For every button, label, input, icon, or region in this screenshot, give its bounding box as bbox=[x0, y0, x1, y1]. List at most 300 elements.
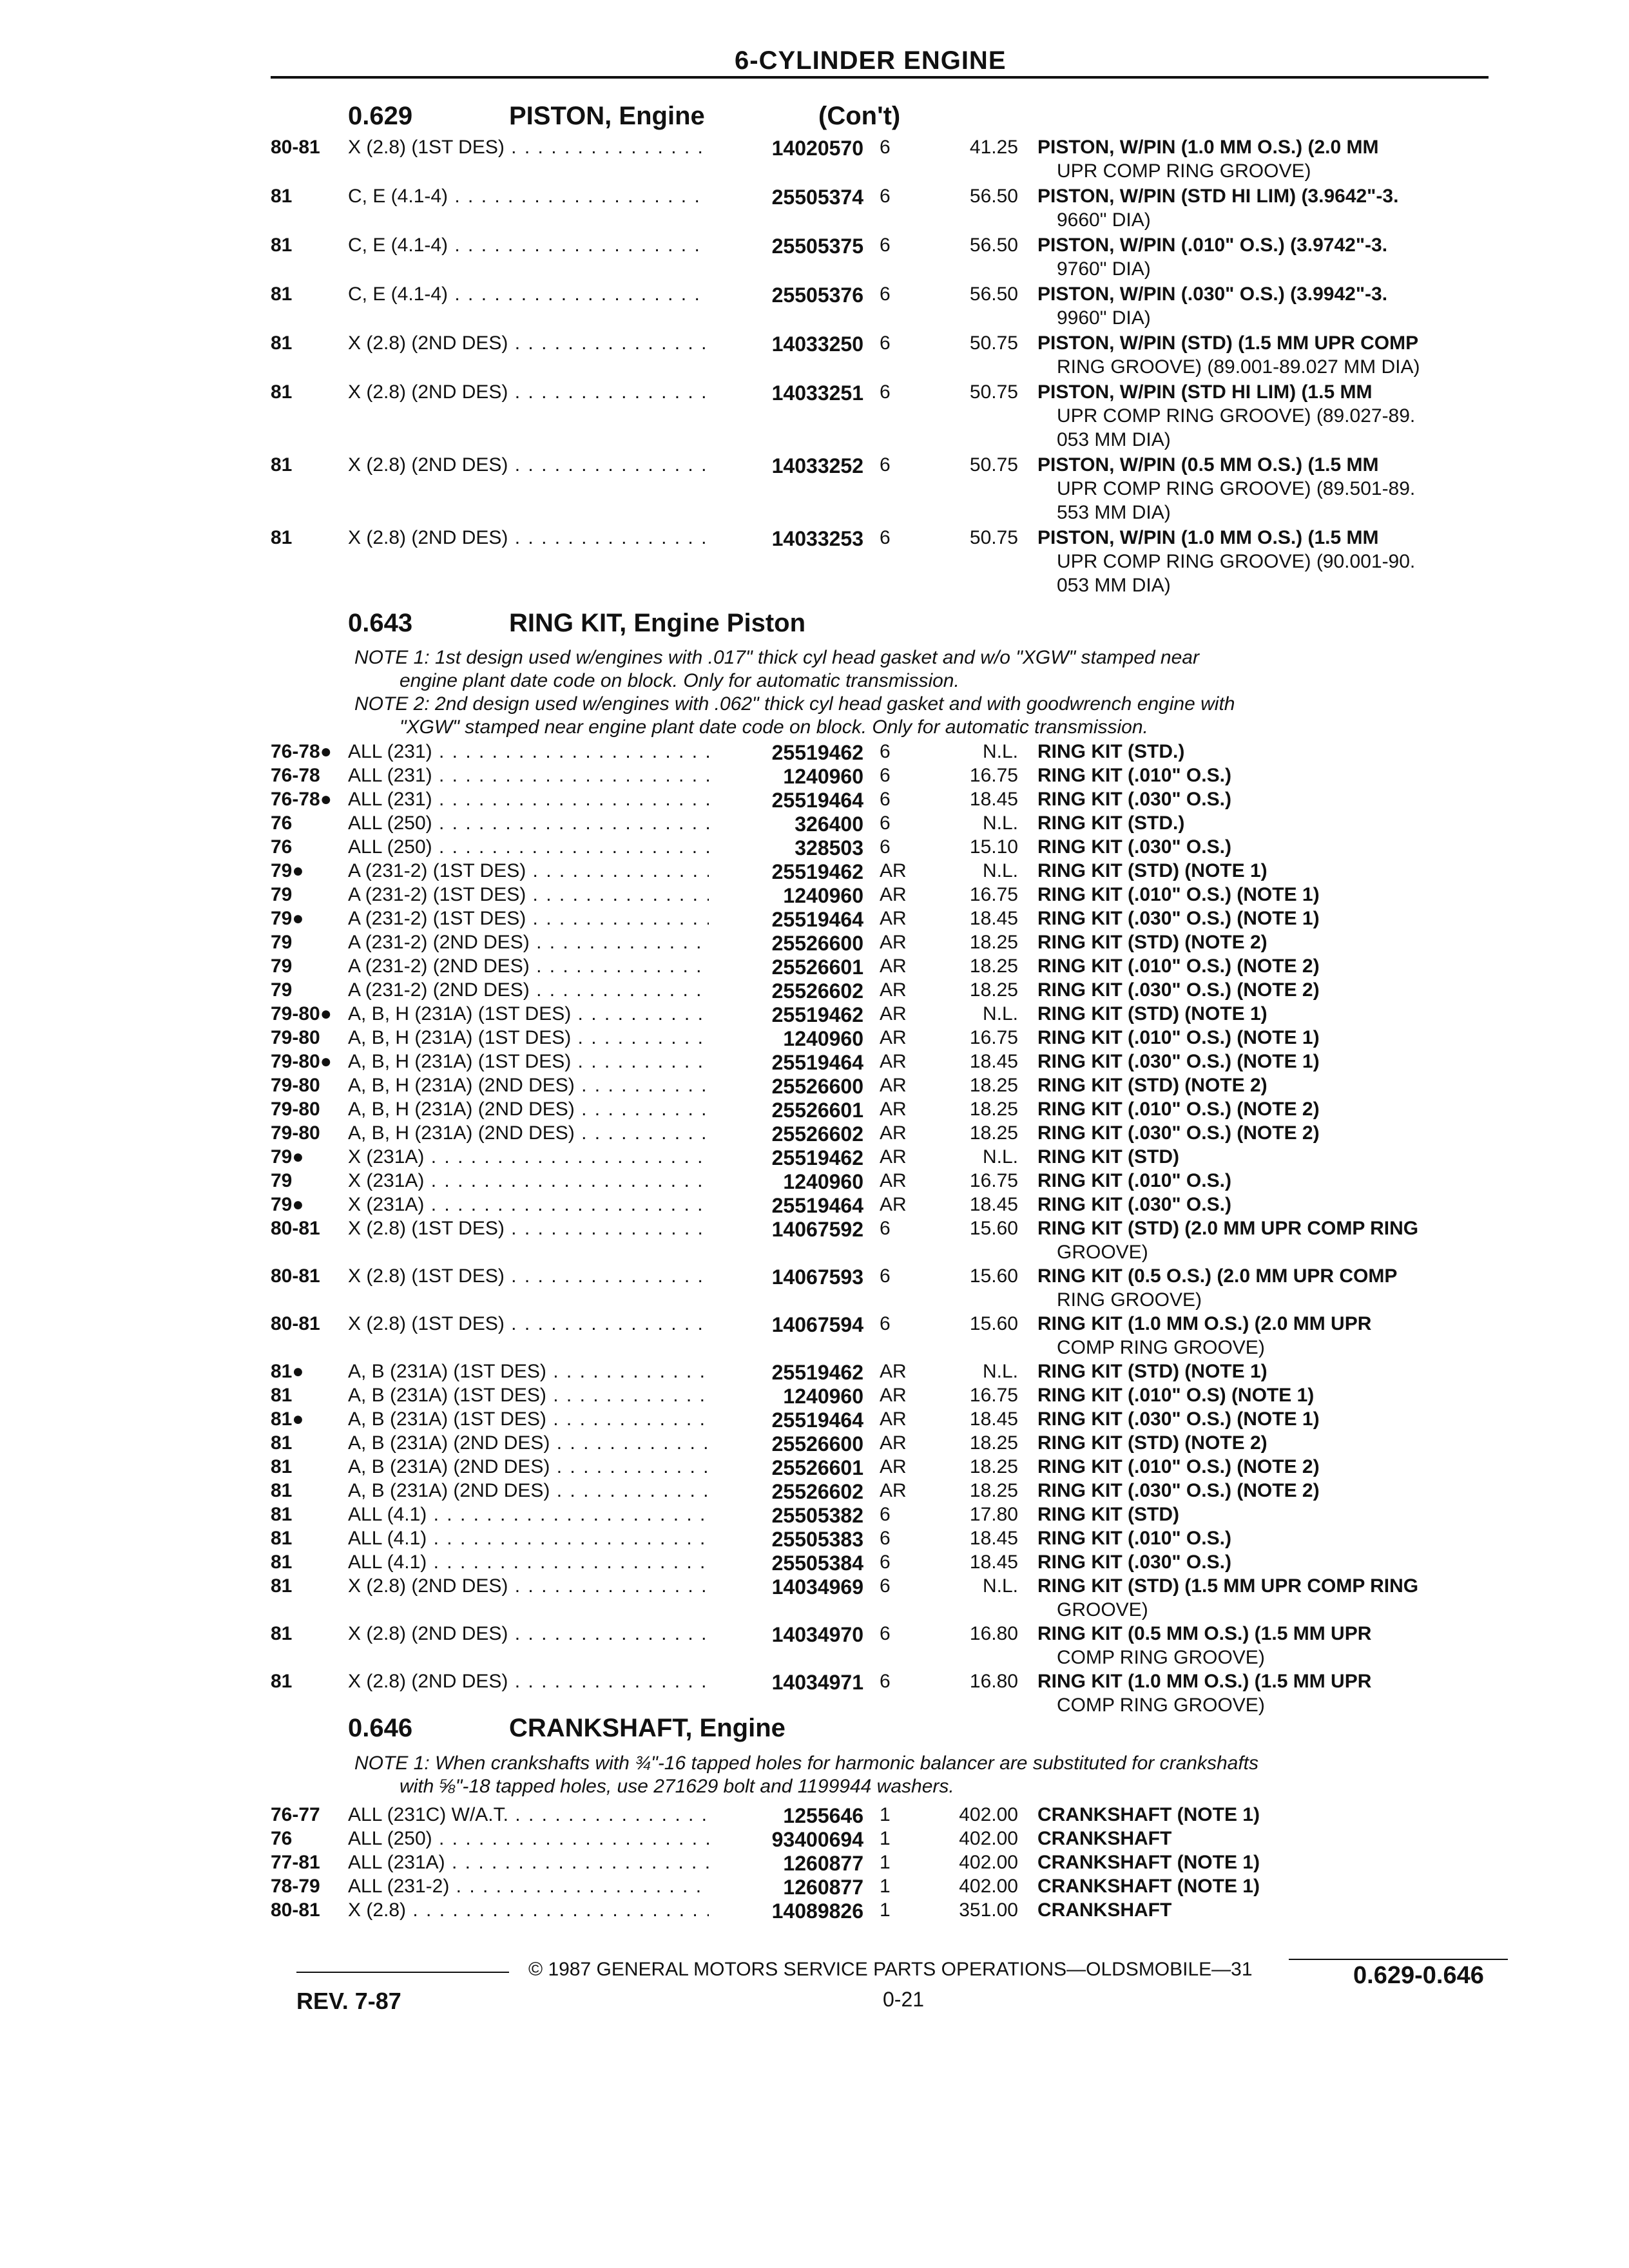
model-cell: X (2.8) (2ND DES) . . . bbox=[348, 454, 709, 476]
table-row bbox=[271, 527, 1495, 596]
year-cell: 80-81 bbox=[271, 1313, 320, 1334]
part-number-cell: 25505374 bbox=[771, 186, 863, 209]
description-cell: RING KIT (.030" O.S.) bbox=[1037, 789, 1231, 810]
table-row bbox=[271, 1528, 1495, 1551]
section-continued: (Con't) bbox=[818, 102, 901, 130]
part-number-cell: 25526601 bbox=[771, 1099, 863, 1122]
year-cell: 80-81 bbox=[271, 1899, 320, 1921]
year-cell: 79● bbox=[271, 860, 304, 881]
year-cell: 80-81 bbox=[271, 137, 320, 158]
table-row bbox=[271, 1852, 1495, 1875]
footer-copyright: © 1987 GENERAL MOTORS SERVICE PARTS OPERATIONS—OLDSMOBILE—31 bbox=[528, 1959, 1253, 1980]
year-cell: 81 bbox=[271, 454, 293, 476]
table-row bbox=[271, 1804, 1495, 1827]
page-title: 6-CYLINDER ENGINE bbox=[735, 46, 1007, 75]
table-row bbox=[271, 1552, 1495, 1575]
section-note: NOTE 1: When crankshafts with ¾"-16 tapped holes for harmonic balancer are substituted for crankshafts bbox=[354, 1753, 1258, 1774]
model-cell: A (231-2) (1ST DES) . . . bbox=[348, 860, 709, 882]
part-number-cell: 25526602 bbox=[771, 979, 863, 1003]
description-cell: RING KIT (.010" O.S.) bbox=[1037, 765, 1231, 786]
part-number-cell: 1240960 bbox=[783, 1027, 863, 1050]
quantity-cell: 6 bbox=[880, 137, 891, 158]
quantity-cell: 1 bbox=[880, 1804, 891, 1825]
description-continuation: RING GROOVE) (89.001-89.027 MM DIA) bbox=[1057, 356, 1420, 378]
table-row bbox=[271, 137, 1495, 182]
price-cell: 15.10 bbox=[969, 836, 1018, 858]
description-continuation: COMP RING GROOVE) bbox=[1057, 1647, 1265, 1668]
year-cell: 79-80 bbox=[271, 1122, 320, 1144]
description-cell: PISTON, W/PIN (.010" O.S.) (3.9742"-3. bbox=[1037, 235, 1388, 256]
price-cell: 18.45 bbox=[969, 1051, 1018, 1072]
quantity-cell: AR bbox=[880, 1408, 907, 1430]
section-heading bbox=[348, 609, 1121, 641]
price-cell: 16.80 bbox=[969, 1623, 1018, 1644]
quantity-cell: 6 bbox=[880, 235, 891, 256]
quantity-cell: AR bbox=[880, 1003, 907, 1024]
description-cell: PISTON, W/PIN (1.0 MM O.S.) (1.5 MM bbox=[1037, 527, 1379, 548]
table-row bbox=[271, 1361, 1495, 1384]
model-cell: ALL (231) . . . bbox=[348, 789, 709, 811]
price-cell: 402.00 bbox=[959, 1852, 1018, 1873]
model-cell: X (2.8) (2ND DES) . . . bbox=[348, 527, 709, 549]
quantity-cell: AR bbox=[880, 1432, 907, 1454]
part-number-cell: 25519462 bbox=[771, 860, 863, 883]
year-cell: 81 bbox=[271, 1456, 293, 1477]
year-cell: 81 bbox=[271, 1385, 293, 1406]
year-cell: 81 bbox=[271, 1623, 293, 1644]
table-row bbox=[271, 1099, 1495, 1122]
table-row bbox=[271, 956, 1495, 979]
part-number-cell: 25505382 bbox=[771, 1504, 863, 1527]
year-cell: 79 bbox=[271, 956, 293, 977]
description-continuation: UPR COMP RING GROOVE) (89.501-89. bbox=[1057, 478, 1416, 499]
table-row bbox=[271, 186, 1495, 231]
year-cell: 81 bbox=[271, 284, 293, 305]
year-cell: 79● bbox=[271, 1146, 304, 1168]
quantity-cell: 6 bbox=[880, 381, 891, 403]
description-cell: RING KIT (STD) (NOTE 1) bbox=[1037, 1003, 1268, 1024]
part-number-cell: 25505375 bbox=[771, 235, 863, 258]
quantity-cell: AR bbox=[880, 1194, 907, 1215]
model-cell: C, E (4.1-4) . . . bbox=[348, 284, 709, 305]
price-cell: N.L. bbox=[982, 1575, 1018, 1597]
year-cell: 79-80 bbox=[271, 1027, 320, 1048]
price-cell: 50.75 bbox=[969, 381, 1018, 403]
year-cell: 81● bbox=[271, 1408, 304, 1430]
description-cell: CRANKSHAFT bbox=[1037, 1828, 1172, 1849]
model-cell: C, E (4.1-4) . . . bbox=[348, 235, 709, 256]
model-cell: A, B (231A) (2ND DES) . . . bbox=[348, 1480, 709, 1502]
model-cell: X (231A) . . . bbox=[348, 1194, 709, 1216]
footer-rule-left bbox=[296, 1972, 509, 1973]
part-number-cell: 25505383 bbox=[771, 1528, 863, 1551]
price-cell: 16.75 bbox=[969, 1170, 1018, 1191]
description-cell: PISTON, W/PIN (STD HI LIM) (1.5 MM bbox=[1037, 381, 1373, 403]
table-row bbox=[271, 1876, 1495, 1899]
model-cell: X (2.8) (1ST DES) . . . bbox=[348, 1313, 709, 1335]
quantity-cell: AR bbox=[880, 1385, 907, 1406]
table-row bbox=[271, 812, 1495, 836]
quantity-cell: AR bbox=[880, 1051, 907, 1072]
description-cell: RING KIT (STD) (NOTE 2) bbox=[1037, 1075, 1268, 1096]
section-title: CRANKSHAFT, Engine bbox=[509, 1714, 786, 1742]
model-cell: ALL (231A) . . . bbox=[348, 1852, 709, 1874]
part-number-cell: 14034970 bbox=[771, 1623, 863, 1646]
part-number-cell: 14067592 bbox=[771, 1218, 863, 1241]
description-cell: RING KIT (STD) (NOTE 1) bbox=[1037, 860, 1268, 881]
table-row bbox=[271, 1671, 1495, 1716]
year-cell: 81 bbox=[271, 381, 293, 403]
description-continuation: 553 MM DIA) bbox=[1057, 502, 1171, 523]
part-number-cell: 25519464 bbox=[771, 908, 863, 931]
year-cell: 81 bbox=[271, 1432, 293, 1454]
part-number-cell: 25526600 bbox=[771, 1432, 863, 1456]
quantity-cell: 6 bbox=[880, 1575, 891, 1597]
description-cell: RING KIT (.030" O.S.) (NOTE 2) bbox=[1037, 1122, 1320, 1144]
quantity-cell: 1 bbox=[880, 1876, 891, 1897]
price-cell: 18.25 bbox=[969, 1075, 1018, 1096]
table-row bbox=[271, 1313, 1495, 1358]
part-number-cell: 14089826 bbox=[771, 1899, 863, 1923]
quantity-cell: AR bbox=[880, 1361, 907, 1382]
table-row bbox=[271, 1899, 1495, 1923]
part-number-cell: 25519464 bbox=[771, 1408, 863, 1432]
price-cell: 18.45 bbox=[969, 789, 1018, 810]
table-row bbox=[271, 1218, 1495, 1263]
part-number-cell: 1240960 bbox=[783, 884, 863, 907]
quantity-cell: AR bbox=[880, 1456, 907, 1477]
section-number: 0.643 bbox=[348, 609, 413, 637]
part-number-cell: 326400 bbox=[795, 812, 863, 836]
price-cell: 18.45 bbox=[969, 1552, 1018, 1573]
table-row bbox=[271, 836, 1495, 860]
table-row bbox=[271, 284, 1495, 329]
model-cell: ALL (250) . . . bbox=[348, 812, 709, 834]
part-number-cell: 1240960 bbox=[783, 765, 863, 788]
description-cell: RING KIT (STD) (2.0 MM UPR COMP RING bbox=[1037, 1218, 1419, 1239]
year-cell: 76-78 bbox=[271, 765, 320, 786]
year-cell: 77-81 bbox=[271, 1852, 320, 1873]
quantity-cell: 6 bbox=[880, 765, 891, 786]
description-cell: RING KIT (.010" O.S) (NOTE 1) bbox=[1037, 1385, 1315, 1406]
part-number-cell: 25526601 bbox=[771, 1456, 863, 1479]
description-continuation: 053 MM DIA) bbox=[1057, 575, 1171, 596]
year-cell: 79 bbox=[271, 979, 293, 1001]
page-number: 0-21 bbox=[883, 1988, 925, 2011]
year-cell: 80-81 bbox=[271, 1265, 320, 1287]
description-cell: RING KIT (.030" O.S.) bbox=[1037, 1194, 1231, 1215]
price-cell: 402.00 bbox=[959, 1876, 1018, 1897]
description-cell: RING KIT (.030" O.S.) bbox=[1037, 1552, 1231, 1573]
table-row bbox=[271, 1003, 1495, 1026]
part-number-cell: 25519464 bbox=[771, 1194, 863, 1217]
section-heading bbox=[348, 102, 1121, 134]
part-number-cell: 1255646 bbox=[783, 1804, 863, 1827]
header-rule bbox=[271, 76, 1489, 79]
year-cell: 79-80 bbox=[271, 1099, 320, 1120]
price-cell: N.L. bbox=[982, 741, 1018, 762]
table-row bbox=[271, 1027, 1495, 1050]
price-cell: 56.50 bbox=[969, 284, 1018, 305]
table-row bbox=[271, 979, 1495, 1003]
quantity-cell: 6 bbox=[880, 284, 891, 305]
table-row bbox=[271, 860, 1495, 883]
part-number-cell: 25526602 bbox=[771, 1480, 863, 1503]
table-row bbox=[271, 741, 1495, 764]
description-cell: PISTON, W/PIN (STD HI LIM) (3.9642"-3. bbox=[1037, 186, 1399, 207]
description-cell: RING KIT (STD) (1.5 MM UPR COMP RING bbox=[1037, 1575, 1419, 1597]
description-continuation: COMP RING GROOVE) bbox=[1057, 1695, 1265, 1716]
year-cell: 76 bbox=[271, 836, 293, 858]
quantity-cell: 6 bbox=[880, 1265, 891, 1287]
part-number-cell: 14033251 bbox=[771, 381, 863, 405]
section-range: 0.629-0.646 bbox=[1353, 1962, 1484, 1989]
quantity-cell: 6 bbox=[880, 1504, 891, 1525]
price-cell: 402.00 bbox=[959, 1828, 1018, 1849]
section-number: 0.646 bbox=[348, 1714, 413, 1742]
description-cell: RING KIT (.010" O.S.) (NOTE 2) bbox=[1037, 1456, 1320, 1477]
description-cell: RING KIT (STD) (NOTE 1) bbox=[1037, 1361, 1268, 1382]
year-cell: 76 bbox=[271, 812, 293, 834]
price-cell: 16.75 bbox=[969, 1385, 1018, 1406]
quantity-cell: 6 bbox=[880, 1313, 891, 1334]
model-cell: A, B (231A) (2ND DES) . . . bbox=[348, 1456, 709, 1478]
model-cell: ALL (231) . . . bbox=[348, 741, 709, 763]
description-continuation: 9660" DIA) bbox=[1057, 209, 1151, 231]
price-cell: 18.45 bbox=[969, 1528, 1018, 1549]
revision-label: REV. 7-87 bbox=[296, 1988, 401, 2014]
part-number-cell: 25526600 bbox=[771, 1075, 863, 1098]
quantity-cell: 6 bbox=[880, 1671, 891, 1692]
year-cell: 81 bbox=[271, 1480, 293, 1501]
part-number-cell: 25526602 bbox=[771, 1122, 863, 1146]
part-number-cell: 328503 bbox=[795, 836, 863, 860]
year-cell: 79● bbox=[271, 1194, 304, 1215]
table-row bbox=[271, 1051, 1495, 1074]
model-cell: A, B, H (231A) (2ND DES) . . . bbox=[348, 1075, 709, 1097]
year-cell: 80-81 bbox=[271, 1218, 320, 1239]
model-cell: X (231A) . . . bbox=[348, 1146, 709, 1168]
table-row bbox=[271, 1480, 1495, 1503]
model-cell: ALL (231C) W/A.T. . . . bbox=[348, 1804, 709, 1826]
quantity-cell: 6 bbox=[880, 1623, 891, 1644]
description-continuation: 053 MM DIA) bbox=[1057, 429, 1171, 450]
price-cell: 351.00 bbox=[959, 1899, 1018, 1921]
part-number-cell: 14034971 bbox=[771, 1671, 863, 1694]
quantity-cell: 1 bbox=[880, 1899, 891, 1921]
section-title: RING KIT, Engine Piston bbox=[509, 609, 806, 637]
description-cell: CRANKSHAFT bbox=[1037, 1899, 1172, 1921]
quantity-cell: 1 bbox=[880, 1852, 891, 1873]
quantity-cell: AR bbox=[880, 932, 907, 953]
section-note: "XGW" stamped near engine plant date code on block. Only for automatic transmission. bbox=[400, 716, 1148, 738]
description-cell: RING KIT (.030" O.S.) (NOTE 1) bbox=[1037, 1051, 1320, 1072]
model-cell: ALL (4.1) . . . bbox=[348, 1528, 709, 1550]
price-cell: 18.25 bbox=[969, 932, 1018, 953]
year-cell: 81 bbox=[271, 1552, 293, 1573]
table-row bbox=[271, 789, 1495, 812]
year-cell: 79 bbox=[271, 1170, 293, 1191]
part-number-cell: 14067593 bbox=[771, 1265, 863, 1289]
table-row bbox=[271, 1504, 1495, 1527]
part-number-cell: 1240960 bbox=[783, 1170, 863, 1193]
price-cell: 18.25 bbox=[969, 979, 1018, 1001]
table-row bbox=[271, 1385, 1495, 1408]
price-cell: 50.75 bbox=[969, 454, 1018, 476]
quantity-cell: AR bbox=[880, 1122, 907, 1144]
description-cell: RING KIT (.010" O.S.) (NOTE 1) bbox=[1037, 884, 1320, 905]
year-cell: 81 bbox=[271, 1528, 293, 1549]
model-cell: ALL (250) . . . bbox=[348, 836, 709, 858]
model-cell: A (231-2) (2ND DES) . . . bbox=[348, 956, 709, 977]
price-cell: N.L. bbox=[982, 1361, 1018, 1382]
description-continuation: RING GROOVE) bbox=[1057, 1289, 1202, 1311]
price-cell: N.L. bbox=[982, 1003, 1018, 1024]
quantity-cell: 6 bbox=[880, 454, 891, 476]
year-cell: 81 bbox=[271, 527, 293, 548]
quantity-cell: 6 bbox=[880, 1218, 891, 1239]
description-continuation: 9960" DIA) bbox=[1057, 307, 1151, 329]
description-cell: RING KIT (.030" O.S.) (NOTE 1) bbox=[1037, 908, 1320, 929]
model-cell: A, B (231A) (2ND DES) . . . bbox=[348, 1432, 709, 1454]
description-cell: PISTON, W/PIN (0.5 MM O.S.) (1.5 MM bbox=[1037, 454, 1379, 476]
year-cell: 81 bbox=[271, 235, 293, 256]
table-row bbox=[271, 1432, 1495, 1456]
description-cell: CRANKSHAFT (NOTE 1) bbox=[1037, 1804, 1260, 1825]
quantity-cell: 6 bbox=[880, 812, 891, 834]
quantity-cell: AR bbox=[880, 884, 907, 905]
price-cell: 16.75 bbox=[969, 884, 1018, 905]
model-cell: C, E (4.1-4) . . . bbox=[348, 186, 709, 207]
model-cell: ALL (231) . . . bbox=[348, 765, 709, 787]
price-cell: 16.75 bbox=[969, 1027, 1018, 1048]
description-cell: CRANKSHAFT (NOTE 1) bbox=[1037, 1876, 1260, 1897]
quantity-cell: AR bbox=[880, 1146, 907, 1168]
part-number-cell: 25519464 bbox=[771, 1051, 863, 1074]
year-cell: 79 bbox=[271, 932, 293, 953]
year-cell: 79-80 bbox=[271, 1075, 320, 1096]
quantity-cell: 6 bbox=[880, 186, 891, 207]
description-cell: RING KIT (0.5 MM O.S.) (1.5 MM UPR bbox=[1037, 1623, 1372, 1644]
quantity-cell: AR bbox=[880, 1099, 907, 1120]
price-cell: 16.80 bbox=[969, 1671, 1018, 1692]
quantity-cell: 1 bbox=[880, 1828, 891, 1849]
price-cell: 41.25 bbox=[969, 137, 1018, 158]
part-number-cell: 93400694 bbox=[771, 1828, 863, 1851]
part-number-cell: 1260877 bbox=[783, 1876, 863, 1899]
description-cell: RING KIT (.030" O.S.) bbox=[1037, 836, 1231, 858]
description-cell: RING KIT (1.0 MM O.S.) (1.5 MM UPR bbox=[1037, 1671, 1372, 1692]
model-cell: ALL (4.1) . . . bbox=[348, 1552, 709, 1573]
model-cell: A, B, H (231A) (1ST DES) . . . bbox=[348, 1003, 709, 1025]
part-number-cell: 1260877 bbox=[783, 1852, 863, 1875]
model-cell: A, B, H (231A) (1ST DES) . . . bbox=[348, 1051, 709, 1073]
section-note: with ⅝"-18 tapped holes, use 271629 bolt and 1199944 washers. bbox=[400, 1776, 954, 1797]
table-row bbox=[271, 235, 1495, 280]
section-note: NOTE 1: 1st design used w/engines with .017" thick cyl head gasket and w/o "XGW" stamped near bbox=[354, 647, 1199, 668]
table-row bbox=[271, 1623, 1495, 1668]
description-cell: PISTON, W/PIN (1.0 MM O.S.) (2.0 MM bbox=[1037, 137, 1379, 158]
price-cell: N.L. bbox=[982, 812, 1018, 834]
price-cell: 18.25 bbox=[969, 1480, 1018, 1501]
description-cell: PISTON, W/PIN (.030" O.S.) (3.9942"-3. bbox=[1037, 284, 1388, 305]
quantity-cell: 6 bbox=[880, 527, 891, 548]
table-row bbox=[271, 1408, 1495, 1432]
quantity-cell: AR bbox=[880, 1027, 907, 1048]
table-row bbox=[271, 1146, 1495, 1169]
description-cell: RING KIT (STD.) bbox=[1037, 741, 1185, 762]
quantity-cell: AR bbox=[880, 956, 907, 977]
description-cell: CRANKSHAFT (NOTE 1) bbox=[1037, 1852, 1260, 1873]
description-cell: RING KIT (STD) bbox=[1037, 1146, 1179, 1168]
description-cell: RING KIT (.010" O.S.) (NOTE 2) bbox=[1037, 956, 1320, 977]
price-cell: 15.60 bbox=[969, 1265, 1018, 1287]
quantity-cell: AR bbox=[880, 860, 907, 881]
description-continuation: UPR COMP RING GROOVE) bbox=[1057, 160, 1311, 182]
price-cell: 402.00 bbox=[959, 1804, 1018, 1825]
model-cell: A, B (231A) (1ST DES) . . . bbox=[348, 1361, 709, 1383]
part-number-cell: 25519462 bbox=[771, 1146, 863, 1169]
part-number-cell: 14033253 bbox=[771, 527, 863, 550]
model-cell: A (231-2) (1ST DES) . . . bbox=[348, 884, 709, 906]
model-cell: A, B (231A) (1ST DES) . . . bbox=[348, 1385, 709, 1407]
price-cell: 18.45 bbox=[969, 1408, 1018, 1430]
price-cell: 56.50 bbox=[969, 186, 1018, 207]
year-cell: 81● bbox=[271, 1361, 304, 1382]
table-row bbox=[271, 932, 1495, 955]
price-cell: 18.25 bbox=[969, 1099, 1018, 1120]
table-row bbox=[271, 908, 1495, 931]
price-cell: 56.50 bbox=[969, 235, 1018, 256]
description-cell: RING KIT (.010" O.S.) (NOTE 1) bbox=[1037, 1027, 1320, 1048]
model-cell: A, B, H (231A) (2ND DES) . . . bbox=[348, 1099, 709, 1120]
table-row bbox=[271, 1122, 1495, 1146]
description-cell: RING KIT (STD.) bbox=[1037, 812, 1185, 834]
year-cell: 81 bbox=[271, 332, 293, 354]
part-number-cell: 25519462 bbox=[771, 741, 863, 764]
description-cell: RING KIT (STD) (NOTE 2) bbox=[1037, 1432, 1268, 1454]
quantity-cell: 6 bbox=[880, 1552, 891, 1573]
year-cell: 79● bbox=[271, 908, 304, 929]
table-row bbox=[271, 454, 1495, 523]
description-cell: RING KIT (STD) bbox=[1037, 1504, 1179, 1525]
price-cell: N.L. bbox=[982, 1146, 1018, 1168]
description-cell: RING KIT (STD) (NOTE 2) bbox=[1037, 932, 1268, 953]
model-cell: A (231-2) (2ND DES) . . . bbox=[348, 932, 709, 954]
description-cell: RING KIT (.010" O.S.) bbox=[1037, 1170, 1231, 1191]
model-cell: ALL (4.1) . . . bbox=[348, 1504, 709, 1526]
table-row bbox=[271, 884, 1495, 907]
description-continuation: 9760" DIA) bbox=[1057, 258, 1151, 280]
part-number-cell: 1240960 bbox=[783, 1385, 863, 1408]
year-cell: 81 bbox=[271, 1504, 293, 1525]
part-number-cell: 25505376 bbox=[771, 284, 863, 307]
model-cell: X (2.8) (2ND DES) . . . bbox=[348, 1623, 709, 1645]
description-continuation: GROOVE) bbox=[1057, 1599, 1148, 1620]
year-cell: 76-78● bbox=[271, 789, 332, 810]
table-row bbox=[271, 332, 1495, 378]
part-number-cell: 25519462 bbox=[771, 1361, 863, 1384]
description-continuation: GROOVE) bbox=[1057, 1242, 1148, 1263]
price-cell: 50.75 bbox=[969, 332, 1018, 354]
table-row bbox=[271, 1828, 1495, 1851]
section-title: PISTON, Engine bbox=[509, 102, 705, 130]
part-number-cell: 25505384 bbox=[771, 1552, 863, 1575]
quantity-cell: 6 bbox=[880, 332, 891, 354]
part-number-cell: 25526601 bbox=[771, 956, 863, 979]
quantity-cell: 6 bbox=[880, 836, 891, 858]
footer-rule-right bbox=[1289, 1959, 1508, 1960]
